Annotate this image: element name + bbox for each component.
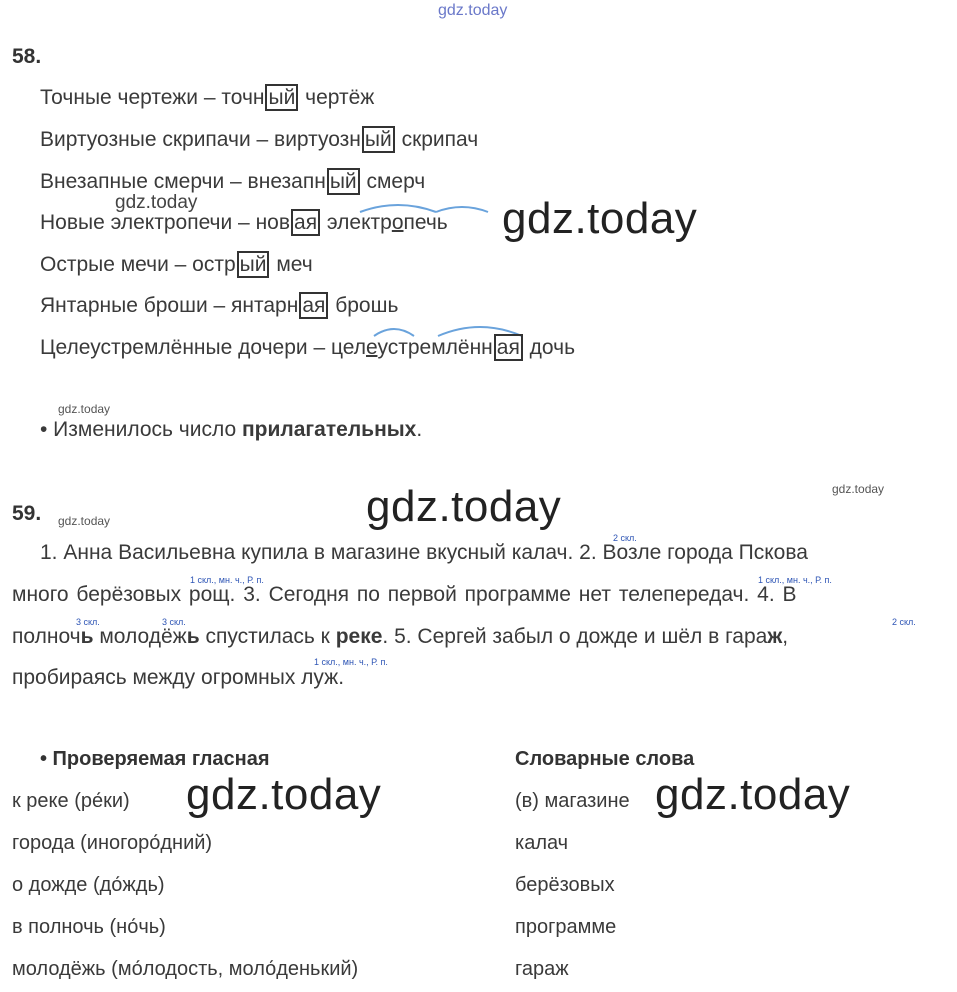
annotation: 3 скл. (76, 617, 100, 627)
watermark-small: gdz.today (58, 402, 111, 416)
right-item-2: калач (515, 832, 569, 854)
watermark-small-mid: gdz.today (115, 192, 198, 213)
exercise-58-number: 58. (12, 45, 42, 68)
left-item-4: в полночь (но́чь) (12, 916, 166, 938)
right-item-3: берёзовых (515, 874, 615, 896)
watermark-big-3: gdz.today (186, 770, 382, 819)
ex59-text-line-4: пробираясь между огромных луж. (12, 666, 345, 689)
ex59-text-line-1: 1. Анна Васильевна купила в магазине вкусный калач. 2. Возле города Пскова (40, 541, 808, 564)
right-item-5: гараж (515, 958, 569, 980)
annotation: 2 скл. (892, 617, 916, 627)
annotation: 2 скл. (613, 533, 637, 543)
ex59-text-line-2: много берёзовых рощ. 3. Сегодня по первой программе нет телепередач. 4. В (12, 583, 797, 606)
ex58-line-7: Целеустремлённые дочери – целеустремлённ ая дочь (40, 336, 576, 359)
ex58-line-2: Виртуозные скрипачи – виртуозн ый скрипач (40, 128, 479, 151)
ending-box: ый (237, 251, 270, 278)
left-item-5: молодёжь (мо́лодость, моло́денький) (12, 958, 359, 980)
ex58-line-3: Внезапные смерчи – внезапн ый смерч (40, 170, 426, 193)
ex58-line-1: Точные чертежи – точн ый чертёж (40, 86, 375, 109)
ex58-line-4: Новые электропечи – нов ая электропечь (40, 211, 448, 234)
ending-box: ый (265, 84, 298, 111)
watermark-big-4: gdz.today (655, 770, 851, 819)
ex58-note: • Изменилось число прилагательных. (40, 418, 423, 441)
annotation: 3 скл. (162, 617, 186, 627)
root-arc-icon (358, 200, 498, 220)
watermark-top: gdz.today (438, 2, 508, 19)
ex58-line-5: Острые мечи – остр ый меч (40, 253, 313, 276)
exercise-59-number: 59. (12, 502, 42, 525)
ex59-text-line-3: полночь молодёжь спустилась к реке. 5. Сергей забыл о дожде и шёл в гараж, (12, 625, 789, 648)
watermark-small: gdz.today (58, 514, 111, 528)
left-column-heading: • Проверяемая гласная (40, 748, 270, 770)
left-item-2: города (иногоро́дний) (12, 832, 213, 854)
ending-box: ый (362, 126, 395, 153)
left-item-1: к реке (ре́ки) (12, 790, 130, 812)
ending-box: ый (327, 168, 360, 195)
ex58-line-6: Янтарные броши – янтарн ая брошь (40, 294, 399, 317)
watermark-small: gdz.today (832, 482, 885, 496)
ending-box: ая (494, 334, 523, 361)
right-column-heading: Словарные слова (515, 748, 695, 770)
annotation: 1 скл., мн. ч., Р. п. (314, 657, 388, 667)
right-item-1: (в) магазине (515, 790, 630, 812)
right-item-4: программе (515, 916, 617, 938)
annotation: 1 скл., мн. ч., Р. п. (190, 575, 264, 585)
watermark-big-2: gdz.today (366, 482, 562, 531)
watermark-big-1: gdz.today (502, 194, 698, 243)
ending-box: ая (299, 292, 328, 319)
left-item-3: о дожде (до́ждь) (12, 874, 165, 896)
annotation: 1 скл., мн. ч., Р. п. (758, 575, 832, 585)
ending-box: ая (291, 209, 320, 236)
